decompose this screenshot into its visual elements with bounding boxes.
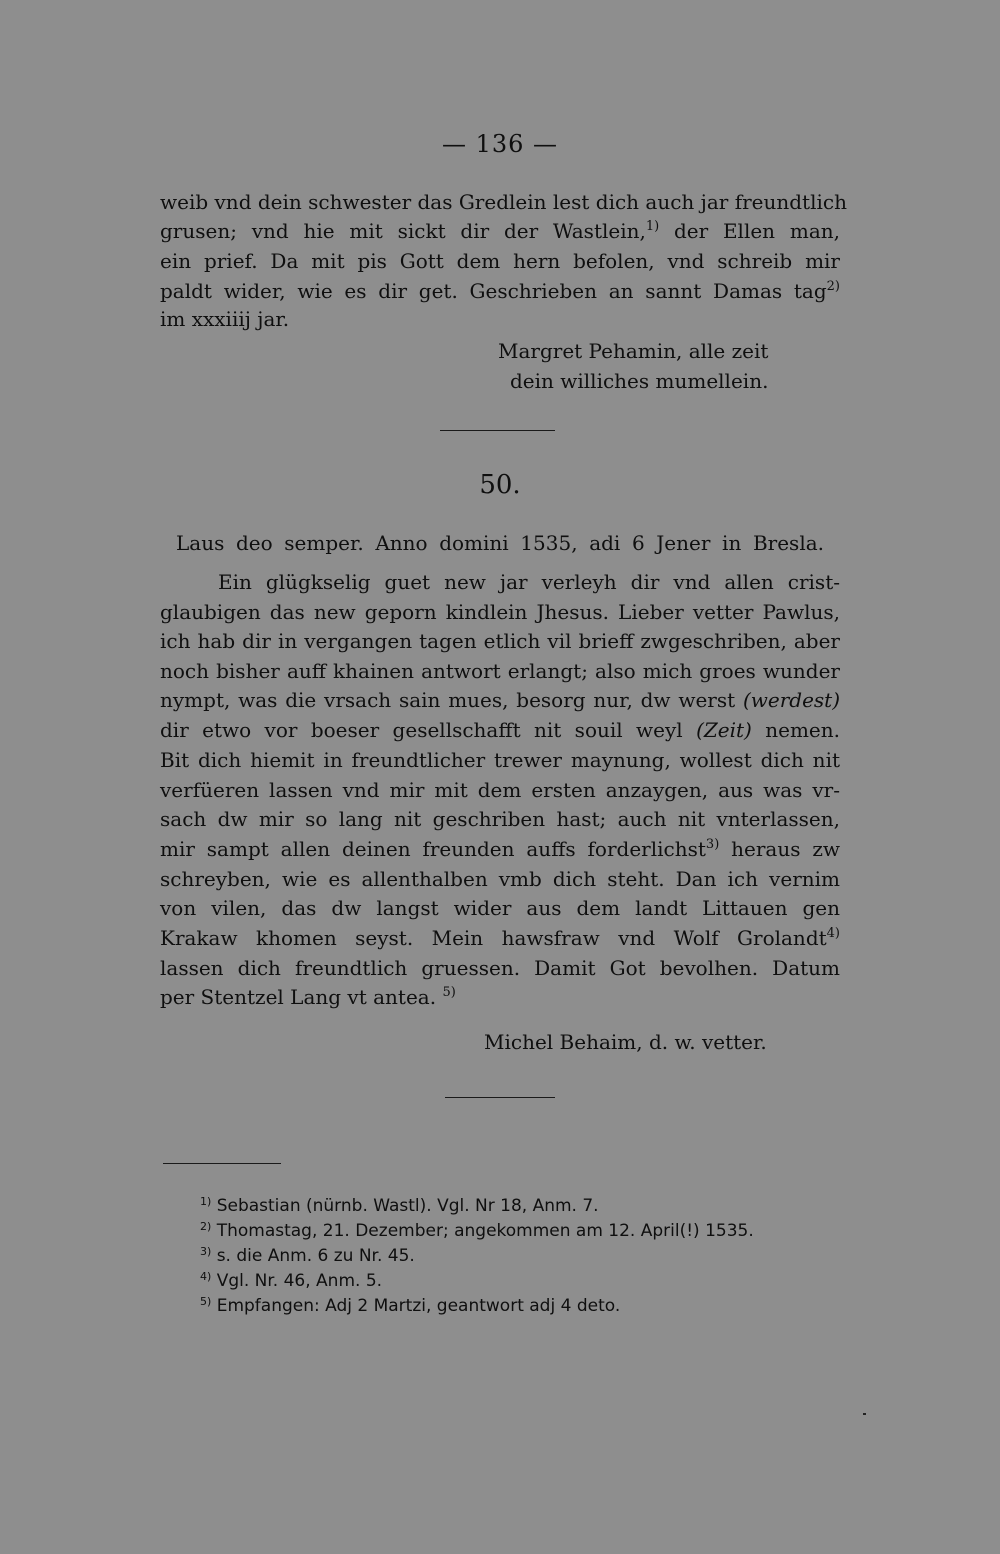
footnote-rule: [163, 1163, 281, 1164]
text-line: paldt wider, wie es dir get. Geschrieben an sannt Damas tag$^{2)}$: [160, 279, 840, 303]
text-line: Ein glügkselig guet new jar verleyh dir vnd allen crist-: [218, 570, 840, 594]
footnote: $^{4)}$ Vgl. Nr. 46, Anm. 5.: [200, 1270, 383, 1291]
text-line: ich hab dir in vergangen tagen etlich vil brieff zwgeschriben, aber: [160, 629, 840, 653]
footnote: $^{2)}$ Thomastag, 21. Dezember; angekommen am 12. April(!) 1535.: [200, 1220, 754, 1241]
text-line: ein prief. Da mit pis Gott dem hern befolen, vnd schreib mir: [160, 249, 840, 273]
text-line: nympt, was die vrsach sain mues, besorg nur, dw werst (werdest): [160, 688, 841, 712]
text-line: glaubigen das new geporn kindlein Jhesus. Lieber vetter Pawlus,: [160, 600, 840, 624]
footnote-ref: 3): [705, 837, 720, 852]
text-line: per Stentzel Lang vt antea. $^{5)}$: [160, 985, 456, 1009]
text-line: schreyben, wie es allenthalben vmb dich steht. Dan ich vernim: [160, 867, 840, 891]
footnote-ref: 2): [826, 279, 840, 294]
text-line: verfüeren lassen vnd mir mit dem ersten anzaygen, aus was vr-: [160, 778, 840, 802]
text-line: noch bisher auff khainen antwort erlangt; also mich groes wunder: [160, 659, 840, 683]
footnote: $^{1)}$ Sebastian (nürnb. Wastl). Vgl. Nr 18, Anm. 7.: [200, 1195, 599, 1216]
editor-gloss: (Zeit): [696, 718, 752, 742]
footnote-ref: 5): [442, 985, 456, 1000]
text-line: lassen dich freundtlich gruessen. Damit Got bevolhen. Datum: [160, 956, 840, 980]
text-line: weib vnd dein schwester das Gredlein lest dich auch jar freundtlich: [160, 190, 847, 214]
text-line: dir etwo vor boeser gesellschafft nit souil weyl (Zeit) nemen.: [160, 718, 840, 742]
section-divider: [440, 430, 555, 431]
footnote-ref: 1): [645, 219, 660, 234]
signature-line: Margret Pehamin, alle zeit: [498, 339, 769, 363]
text-line: sach dw mir so lang nit geschriben hast; auch nit vnterlassen,: [160, 807, 840, 831]
editor-gloss: (werdest): [742, 688, 841, 712]
print-speck: [863, 1413, 866, 1415]
footnote-ref: 4): [826, 926, 840, 941]
text-line: Krakaw khomen seyst. Mein hawsfraw vnd Wolf Grolandt$^{4)}$: [160, 926, 840, 950]
text-line: im xxxiiij jar.: [160, 307, 290, 331]
text-line: Bit dich hiemit in freundtlicher trewer maynung, wollest dich nit: [160, 748, 840, 772]
text-line: von vilen, das dw langst wider aus dem landt Littauen gen: [160, 896, 840, 920]
signature-line: dein williches mumellein.: [510, 369, 769, 393]
section-divider: [445, 1097, 555, 1098]
text-line: mir sampt allen deinen freunden auffs forderlichst$^{3)}$ heraus zw: [160, 837, 840, 861]
letter-number: 50.: [479, 470, 521, 500]
text-line: grusen; vnd hie mit sickt dir der Wastlein,$^{1)}$ der Ellen man,: [160, 219, 840, 243]
letter-heading: Laus deo semper. Anno domini 1535, adi 6 Jener in Bresla.: [176, 531, 824, 555]
signature-line: Michel Behaim, d. w. vetter.: [484, 1030, 767, 1054]
footnote: $^{3)}$ s. die Anm. 6 zu Nr. 45.: [200, 1245, 415, 1266]
footnote: $^{5)}$ Empfangen: Adj 2 Martzi, geantwort adj 4 deto.: [200, 1295, 621, 1316]
page-number: — 136 —: [441, 130, 559, 158]
